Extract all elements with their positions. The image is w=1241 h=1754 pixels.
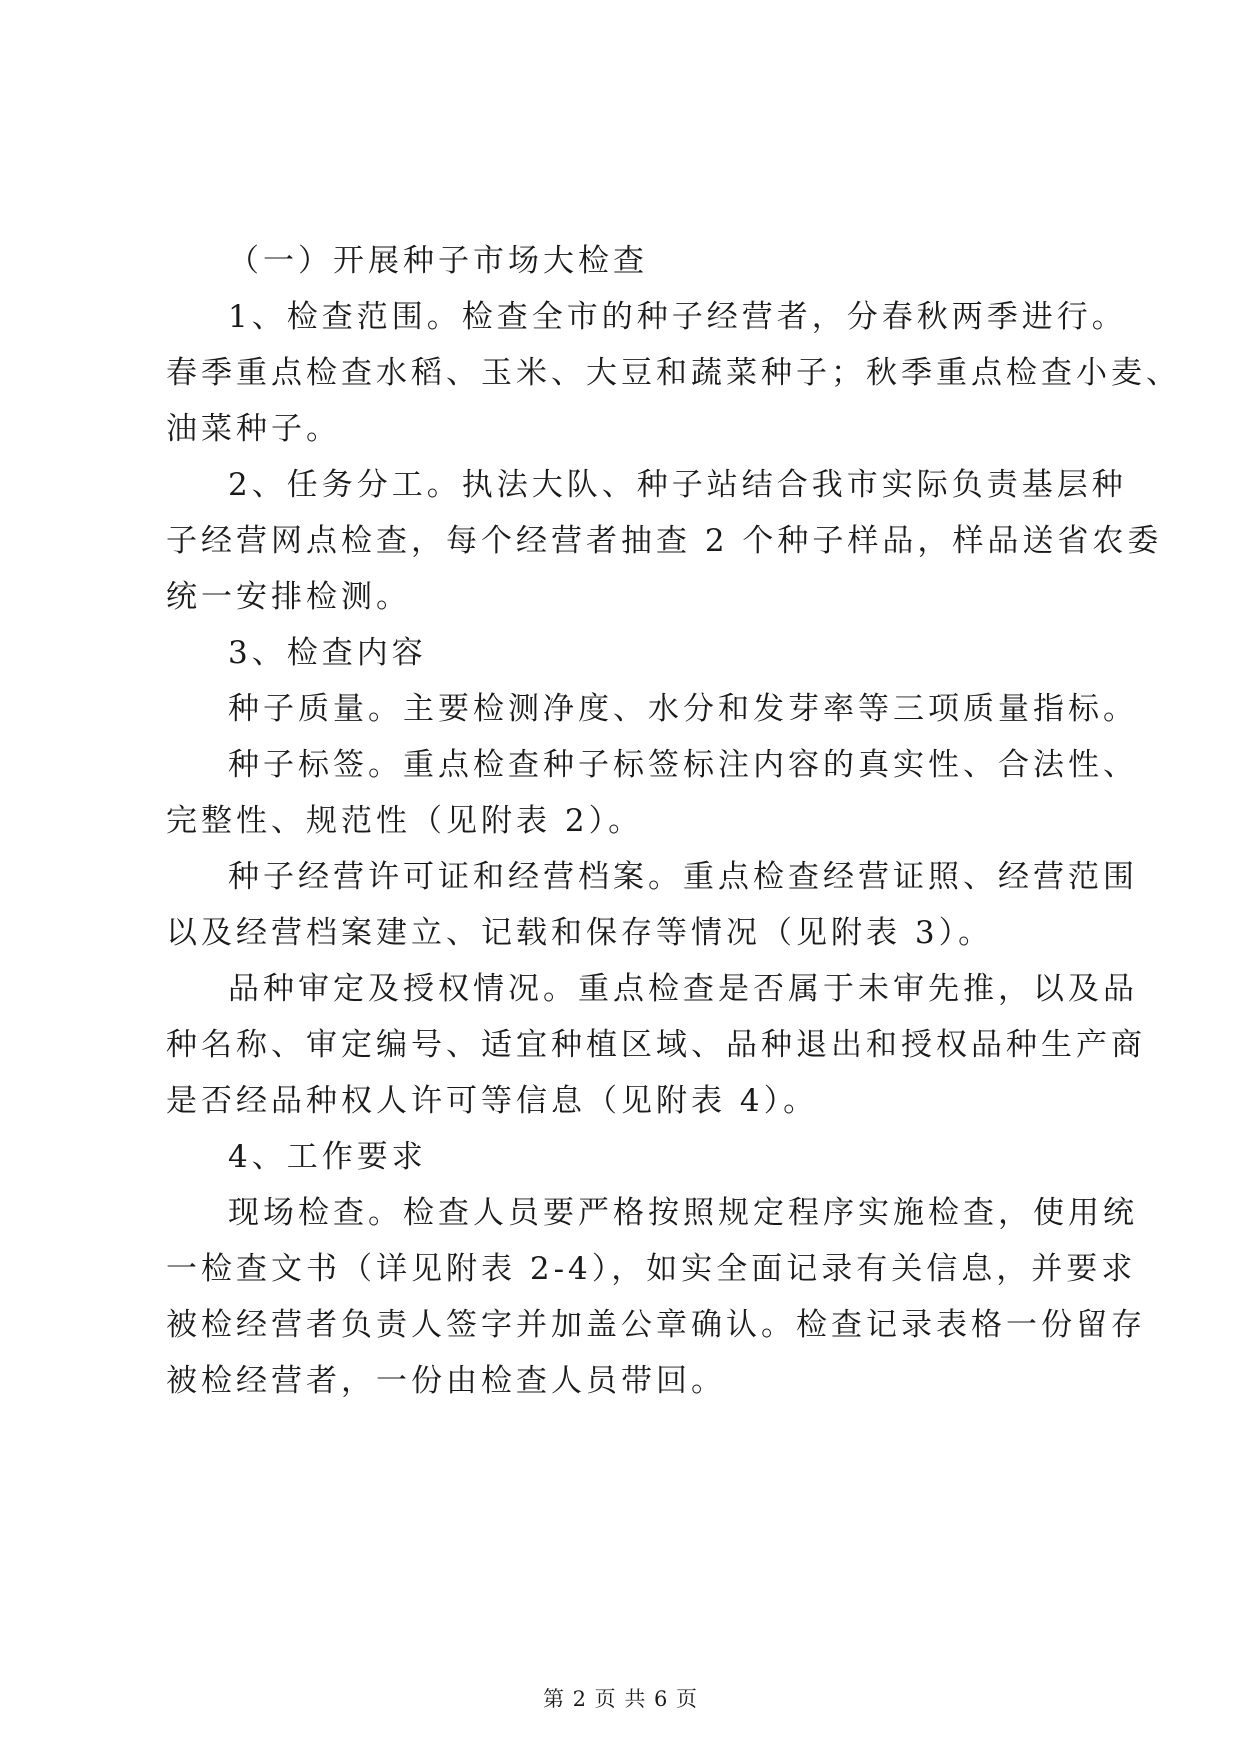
paragraph-line: 以及经营档案建立、记载和保存等情况（见附表 3）。 xyxy=(166,915,994,951)
document-body xyxy=(166,233,1181,1409)
section-heading: （一）开展种子市场大检查 xyxy=(228,243,648,279)
paragraph-line: 被检经营者，一份由检查人员带回。 xyxy=(166,1363,726,1399)
paragraph-line: 种名称、审定编号、适宜种植区域、品种退出和授权品种生产商 xyxy=(166,1027,1146,1063)
paragraph-line: 被检经营者负责人签字并加盖公章确认。检查记录表格一份留存 xyxy=(166,1307,1146,1343)
paragraph-line: 完整性、规范性（见附表 2）。 xyxy=(166,803,644,839)
paragraph-line: 统一安排检测。 xyxy=(166,579,411,615)
subheading-line: 4、工作要求 xyxy=(228,1139,427,1175)
paragraph-line: 2、任务分工。执法大队、种子站结合我市实际负责基层种 xyxy=(228,467,1127,503)
paragraph-line: 油菜种子。 xyxy=(166,411,341,447)
paragraph-line: 春季重点检查水稻、玉米、大豆和蔬菜种子；秋季重点检查小麦、 xyxy=(166,355,1181,391)
page-number: 第 2 页 xyxy=(542,1687,617,1711)
page-footer xyxy=(0,1683,1241,1713)
subheading-line: 3、检查内容 xyxy=(228,635,427,671)
paragraph-line: 子经营网点检查，每个经营者抽查 2 个种子样品，样品送省农委 xyxy=(166,523,1163,559)
page-total: 共 6 页 xyxy=(624,1687,699,1711)
paragraph-line: 是否经品种权人许可等信息（见附表 4）。 xyxy=(166,1083,819,1119)
paragraph-line: 1、检查范围。检查全市的种子经营者，分春秋两季进行。 xyxy=(228,299,1127,335)
paragraph-line: 种子经营许可证和经营档案。重点检查经营证照、经营范围 xyxy=(228,859,1138,895)
paragraph-line: 现场检查。检查人员要严格按照规定程序实施检查，使用统 xyxy=(228,1195,1138,1231)
paragraph-line: 种子标签。重点检查种子标签标注内容的真实性、合法性、 xyxy=(228,747,1138,783)
paragraph-line: 品种审定及授权情况。重点检查是否属于未审先推，以及品 xyxy=(228,971,1138,1007)
paragraph-line: 种子质量。主要检测净度、水分和发芽率等三项质量指标。 xyxy=(228,691,1138,727)
paragraph-line: 一检查文书（详见附表 2-4），如实全面记录有关信息，并要求 xyxy=(166,1251,1137,1287)
